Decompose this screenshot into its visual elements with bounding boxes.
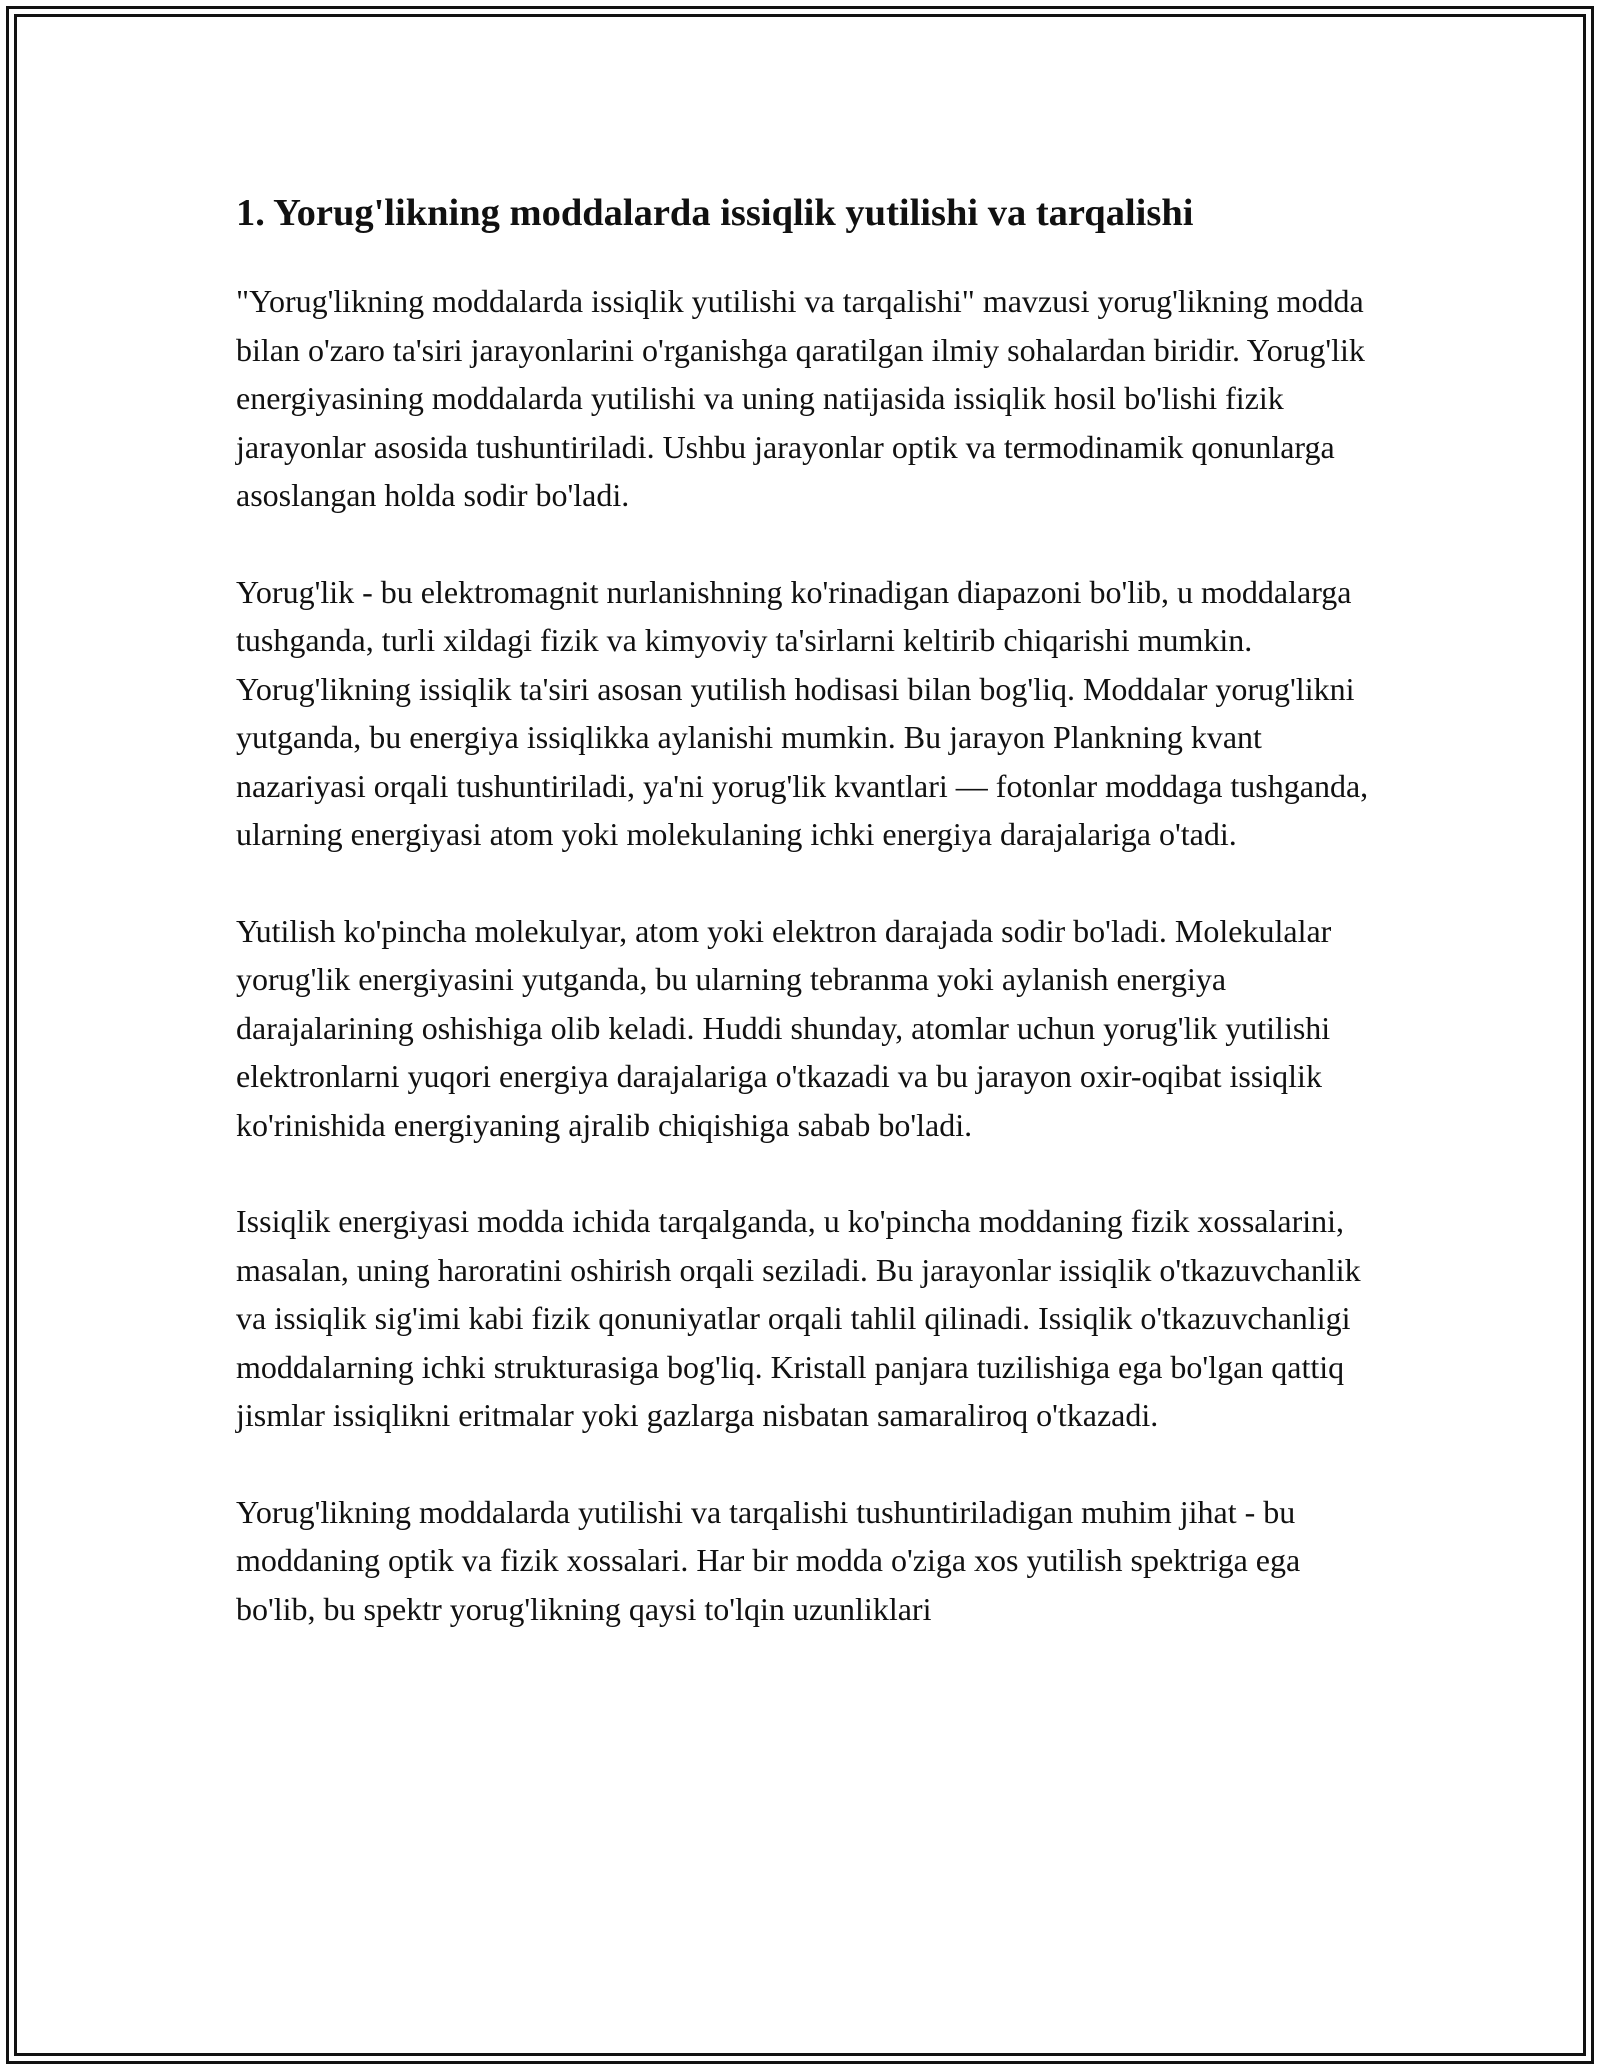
document-body — [236, 184, 1376, 1681]
paragraph-3: Yutilish ko'pincha molekulyar, atom yoki elektron darajada sodir bo'ladi. Molekulalar yorug'lik energiyasini yutganda, bu ularning tebranma yoki aylanish energiya darajalarining oshishiga olib keladi. Huddi shunday, atomlar uchun yorug'lik yutilishi elektronlarni yuqori energiya darajalariga o'tkazadi va bu jarayon oxir-oqibat issiqlik ko'rinishida energiyaning ajralib chiqishiga sabab bo'ladi. — [236, 912, 1332, 1143]
page-title: 1. Yorug'likning moddalarda issiqlik yutilishi va tarqalishi — [236, 192, 1194, 234]
paragraph-4: Issiqlik energiyasi modda ichida tarqalganda, u ko'pincha moddaning fizik xossalarini, masalan, uning haroratini oshirish orqali seziladi. Bu jarayonlar issiqlik o'tkazuvchanlik va issiqlik sig'imi kabi fizik qonuniyatlar orqali tahlil qilinadi. Issiqlik o'tkazuvchanligi moddalarning ichki strukturasiga bog'liq. Kristall panjara tuzilishiga ega bo'lgan qattiq jismlar issiqlikni eritmalar yoki gazlarga nisbatan samaraliroq o'tkazadi. — [236, 1203, 1361, 1433]
paragraph-2: Yorug'lik - bu elektromagnit nurlanishning ko'rinadigan diapazoni bo'lib, u moddalarga tushganda, turli xildagi fizik va kimyoviy ta'sirlarni keltirib chiqarishi mumkin. Yorug'likning issiqlik ta'siri asosan yutilish hodisasi bilan bog'liq. Moddalar yorug'likni yutganda, bu energiya issiqlikka aylanishi mumkin. Bu jarayon Plankning kvant nazariyasi orqali tushuntiriladi, ya'ni yorug'lik kvantlari — fotonlar moddaga tushganda, ularning energiyasi atom yoki molekulaning ichki energiya darajalariga o'tadi. — [236, 573, 1369, 852]
paragraph-5: Yorug'likning moddalarda yutilishi va tarqalishi tushuntiriladigan muhim jihat - bu moddaning optik va fizik xossalari. Har bir modda o'ziga xos yutilish spektriga ega bo'lib, bu spektr yorug'likning qaysi to'lqin uzunliklari — [236, 1493, 1301, 1627]
paragraph-1: "Yorug'likning moddalarda issiqlik yutilishi va tarqalishi" mavzusi yorug'likning modda bilan o'zaro ta'siri jarayonlarini o'rganishga qaratilgan ilmiy sohalardan biridir. Yorug'lik energiyasining moddalarda yutilishi va uning natijasida issiqlik hosil bo'lishi fizik jarayonlar asosida tushuntiriladi. Ushbu jarayonlar optik va termodinamik qonunlarga asoslangan holda sodir bo'ladi. — [236, 283, 1365, 513]
